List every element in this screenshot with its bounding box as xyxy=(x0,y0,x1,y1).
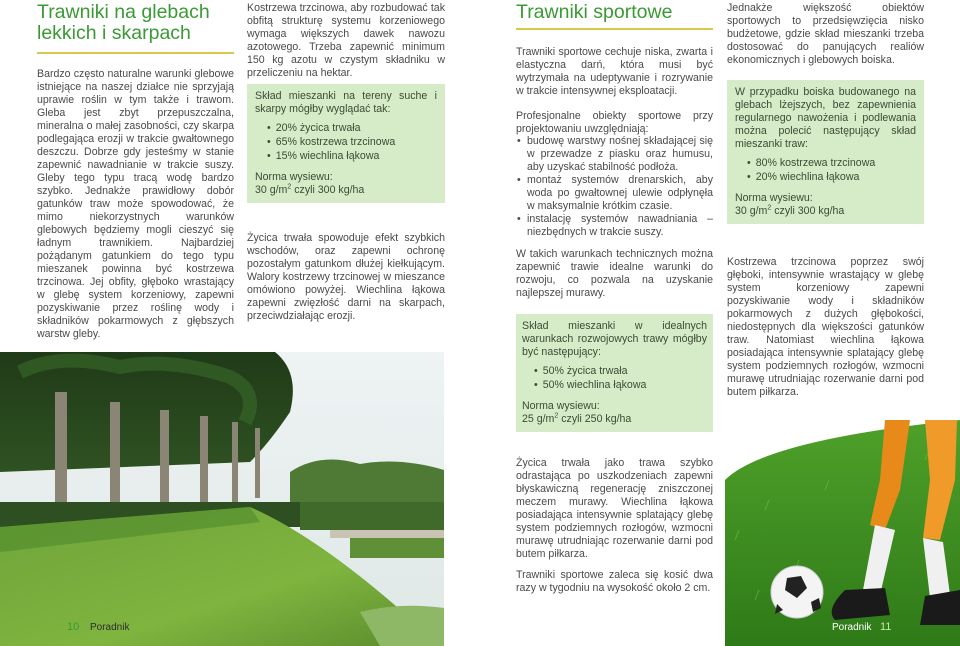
right-pro-item: • montaż systemów drenarskich, aby woda po gwałtownej ulewie odpłynęła w maksymalnie krótkim czasie. xyxy=(527,174,713,213)
right-box2-intro: W przypadku boiska budowanego na glebach lżejszych, bez zapewnienia regularnego nawożenia i podlewania można polecić następujący skład mieszanki traw: xyxy=(735,86,916,150)
right-col2-text-after: Kostrzewa trzcinowa poprzez swój głęboki, intensywnie wrastający w glebę system korzeniowy zapewni pozyskiwanie wody i składników pokarmowych z dużych głębokości, niedostępnych dla większości gatunków traw. Natomiast wiechlina łąkowa posiadająca intensywnie splatający glebę system podziemnych rozłogów, wzmocni murawę utrudniając rozerwanie darni pod butem piłkarza. xyxy=(727,256,924,398)
right-box2-list xyxy=(735,157,916,184)
left-page-number: 10 xyxy=(67,621,80,633)
left-title-line-2: lekkich i skarpach xyxy=(37,22,191,45)
left-title-line-1: Trawniki na glebach xyxy=(37,1,210,23)
right-pro-item: • budowę warstwy nośnej składającej się w przewadze z piasku oraz humusu, aby uzyskać stabilność podłoża. xyxy=(527,135,713,174)
right-box1-item: • 50% życica trwała xyxy=(534,365,707,378)
right-col1-text-after: Życica trwała jako trawa szybko odrastająca po uszkodzeniach zapewni błyskawiczną regenerację zniszczonej meczem murawy. Wiechlina łąkowa posiadająca intensywnie splatający glebę system podziemnych rozłogów, wzmocni murawę utrudniając rozerwanie darni pod butem piłkarza. xyxy=(516,457,713,560)
right-mowing-text: Trawniki sportowe zaleca się kosić dwa razy w tygodniu na wysokość około 2 cm. xyxy=(516,569,713,594)
right-page-number: 11 xyxy=(880,621,892,633)
left-box-item: • 15% wiechlina łąkowa xyxy=(267,150,437,163)
right-footer-label: Poradnik xyxy=(832,622,872,633)
right-title-rule xyxy=(516,28,713,30)
right-box1-norm-value: 25 $g/m^2$ czyli 250 kg/ha xyxy=(522,412,632,425)
left-box-norm-label: Norma wysiewu: xyxy=(255,171,333,183)
left-page-title xyxy=(37,2,237,45)
right-mixture-box-1 xyxy=(516,314,713,432)
left-mixture-box xyxy=(247,84,445,203)
left-col1-text: Bardzo często naturalne warunki glebowe istniejące na naszej działce nie sprzyjają uprawie roślin w tym także i trawom. Gleba jest zbyt przepuszczalna, mineralna o małej zasobności, czy skarpa podlegająca erozji w trakcie gwałtownego deszczu. Dobrze gdy jesteśmy w stanie zapewnić nawadnianie w trakcie suszy. Gleby tego typu tracą wodę bardzo szybko. Jednakże prawidłowy dobór gatunków traw może spowodować, że mimo niekorzystnych warunków glebowych będziemy mogli cieszyć się ładnym trawnikiem. Najbardziej pożądanym gatunkiem do tego typu mieszanek powinna być kostrzewa trzcinowa. Jej obfity, głęboko wrastający w glebę system korzeniowy, zapewni pozyskiwanie przez roślinę wody i składników pokarmowych z głębszych warstw gleby. xyxy=(37,68,234,340)
football-player-grass-photo xyxy=(725,420,960,646)
right-intro-text: Trawniki sportowe cechuje niska, zwarta i elastyczna darń, która musi być wytrzymała na udeptywanie i rozrywanie w trakcie intensywnej eksploatacji. xyxy=(516,46,713,97)
right-box2-norm-label: Norma wysiewu: xyxy=(735,192,813,204)
right-box2-norm-value: 30 $g/m^2$ czyli 300 kg/ha xyxy=(735,204,845,217)
right-pro-list xyxy=(516,135,713,239)
right-box2-item: • 80% kostrzewa trzcinowa xyxy=(747,157,916,170)
left-col2-text-after: Życica trwała spowoduje efekt szybkich wschodów, oraz zapewni ochronę pozostałym gatunkom dłużej kiełkującym. Walory kostrzewy trzcinowej w mieszance omówiono powyżej. Wiechlina łąkowa zapewni zwięzłość darni na skarpach, przeciwdziałając erozji. xyxy=(247,232,445,322)
right-pro-intro: Profesjonalne obiekty sportowe przy projektowaniu uwzględniają: xyxy=(516,110,713,135)
right-box1-intro: Skład mieszanki w idealnych warunkach rozwojowych trawy mógłby być następujący: xyxy=(522,320,707,358)
left-box-item: • 65% kostrzewa trzcinowa xyxy=(267,136,437,149)
right-box1-list xyxy=(522,365,707,392)
right-col2-intro: Jednakże większość obiektów sportowych to przedsięwzięcia nisko budżetowe, gdzie skład mieszanki trzeba dostosować do panujących realiów ekonomicznych i glebowych boiska. xyxy=(727,2,924,66)
right-pro-item: • instalację systemów nawadniania – niezbędnych w trakcie suszy. xyxy=(527,213,713,239)
left-box-list xyxy=(255,122,437,163)
right-conditions-text: W takich warunkach technicznych można zapewnić trawie idealne warunki do rozwoju, co pozwala na uzyskanie najlepszej murawy. xyxy=(516,248,713,299)
left-title-rule xyxy=(37,52,234,54)
left-box-intro: Skład mieszanki na tereny suche i skarpy mógłby wyglądać tak: xyxy=(255,90,437,115)
right-mixture-box-2 xyxy=(727,80,924,224)
left-footer-label: Poradnik xyxy=(90,622,130,633)
right-box1-norm-label: Norma wysiewu: xyxy=(522,400,600,412)
right-box1-item: • 50% wiechlina łąkowa xyxy=(534,379,707,392)
left-box-item: • 20% życica trwała xyxy=(267,122,437,135)
grass-slope-tree-avenue-photo xyxy=(0,352,444,646)
right-page-title: Trawniki sportowe xyxy=(516,1,673,23)
left-col2-text: Kostrzewa trzcinowa, aby rozbudować tak obfitą strukturę systemu korzeniowego wymaga większych dawek nawozu azotowego. Trzeba zapewnić minimum 150 kg azotu w czystym składniku w przeliczeniu na hektar. xyxy=(247,2,445,79)
left-box-norm-value: 30 $g/m^2$ czyli 300 kg/ha xyxy=(255,183,365,196)
right-box2-item: • 20% wiechlina łąkowa xyxy=(747,171,916,184)
